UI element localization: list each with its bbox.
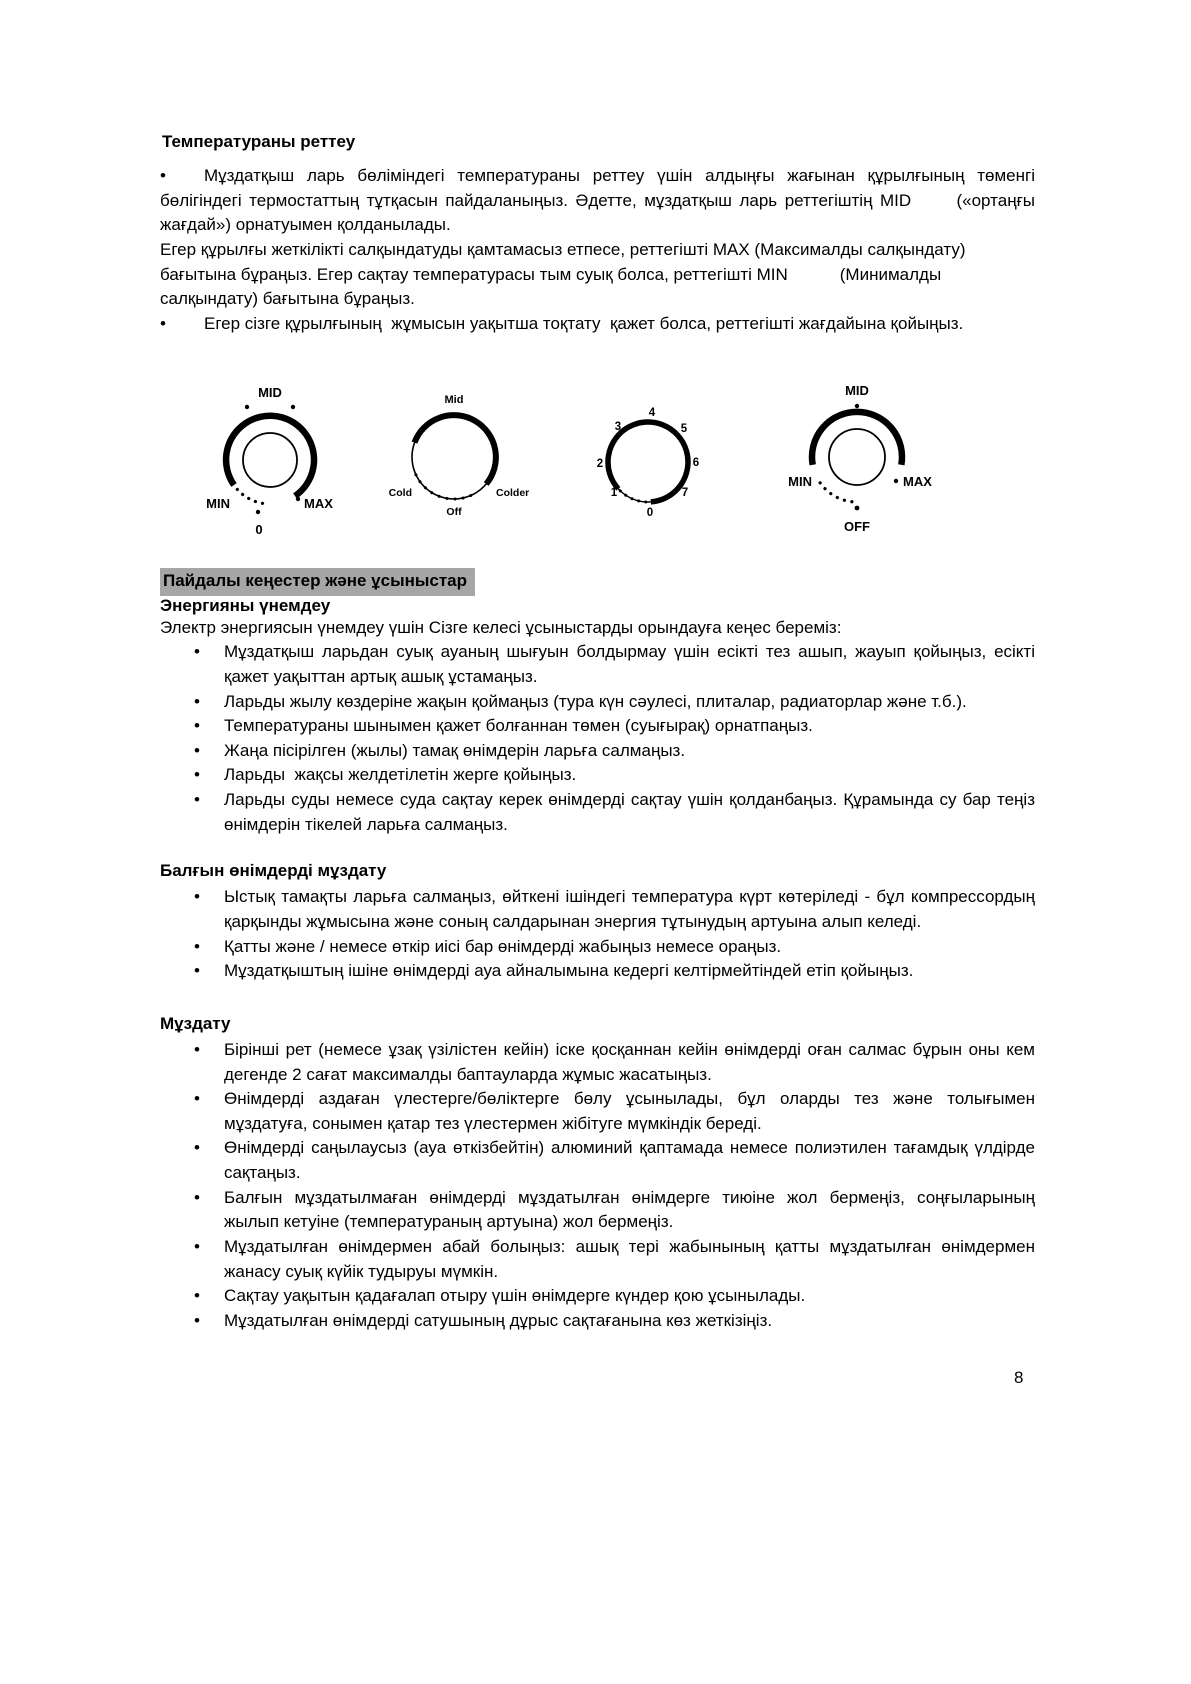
list-item — [194, 1235, 1035, 1284]
dial-number-1: 1 — [610, 487, 618, 500]
dial-dot — [894, 479, 898, 483]
freezing-tips-list — [160, 1038, 1035, 1334]
list-item — [194, 690, 1035, 715]
list-item — [194, 1284, 1035, 1309]
list-item-text: Ларьды жақсы желдетілетін жерге қойыңыз. — [224, 765, 577, 785]
list-item-text: Ларьды жылу көздеріне жақын қоймаңыз (тура күн сәулесі, плиталар, радиаторлар және т.б.). — [224, 691, 967, 711]
dial-label-mid: Mid — [444, 394, 464, 407]
dial-label-colder: Colder — [496, 487, 530, 500]
list-item-text: Мұздатқыш ларьдан суық ауаның шығуын болдырмау үшін есікті тез ашып, жауып қойыңыз, есікті қажет уақыттан артық ашық ұстамаңыз. — [224, 642, 1035, 686]
heading-temperature-control: Температураны реттеу — [162, 132, 356, 151]
dial-label-max: MAX — [903, 474, 932, 490]
dial-cold-colder-icon — [374, 382, 534, 542]
bullet-marker: • — [194, 1310, 200, 1330]
heading-useful-tips: Пайдалы кеңестер және ұсыныстар — [160, 568, 475, 595]
bullet-marker: • — [194, 887, 200, 907]
dial-label-mid: MID — [258, 385, 282, 401]
list-item-text: Өнімдерді саңылаусыз (ауа өткізбейтін) алюминий қаптамада немесе полиэтилен тағамдық үлдірде сақтаңыз. — [224, 1138, 1035, 1183]
dial-dot — [245, 405, 249, 409]
list-item-text: Балғын мұздатылмаған өнімдерді мұздатылған өнімдерге тиюіне жол бермеңіз, соңғыларының жылып кетуіне (температураның артуына) жол бермеңіз. — [224, 1187, 1035, 1232]
list-item-text: Сақтау уақытын қадағалап отыру үшін өнімдерге күндер қою ұсынылады. — [224, 1286, 806, 1306]
list-item-text: Жаңа пісірілген (жылы) тамақ өнімдерін ларьға салмаңыз. — [224, 740, 686, 760]
list-item-text: Температураны шынымен қажет болғаннан төмен (суығырақ) орнатпаңыз. — [224, 716, 813, 736]
list-item — [194, 788, 1035, 837]
bullet-marker: • — [194, 1187, 200, 1207]
bullet-marker: • — [194, 1138, 200, 1158]
list-item — [194, 1087, 1035, 1136]
paragraph-thermostat-text: Мұздатқыш ларь бөліміндегі температураны реттеу үшін алдыңғы жағынан құрылғының төменгі бөлігіндегі термостаттың тұтқасын пайдаланыңыз. Әдетте, мұздатқыш ларь реттегіштің MID («ортаңғы жағдай») орнатуымен қолданылады. — [160, 166, 1035, 235]
dial-number-2: 2 — [596, 458, 604, 471]
fresh-tips-list — [160, 885, 1035, 984]
bullet-marker: • — [194, 1089, 200, 1109]
dial-knob-circle — [829, 429, 885, 485]
bullet-marker: • — [194, 765, 200, 785]
list-item-text: Қатты және / немесе өткір иісі бар өнімдерді жабыңыз немесе ораңыз. — [224, 936, 782, 956]
dial-number-3: 3 — [614, 421, 622, 434]
dial-dotted-arc — [416, 475, 475, 499]
list-item-text: Мұздатқыштың ішіне өнімдерді ауа айналымына кедергі келтірмейтіндей етіп қойыңыз. — [224, 961, 914, 981]
dial-dotted-arc — [237, 490, 266, 504]
dial-arc — [415, 416, 496, 485]
bullet-marker: • — [194, 1039, 200, 1059]
dial-dot — [296, 497, 300, 501]
paragraph-max-min — [160, 238, 1035, 312]
bullet-marker: • — [194, 961, 200, 981]
list-item — [194, 1038, 1035, 1087]
dial-label-off: OFF — [844, 519, 870, 535]
list-item — [194, 1186, 1035, 1235]
list-item-text: Ларьды суды немесе суда сақтау керек өнімдерді сақтау үшін қолданбаңыз. Құрамында су бар теңіз өнімдерін тікелей ларьға салмаңыз. — [224, 790, 1035, 834]
dial-dot — [256, 510, 260, 514]
list-item-text: Өнімдерді аздаған үлестерге/бөліктерге бөлу ұсынылады, бұл оларды тез және толығымен мұздатуға, сонымен қатар тез үлестермен жібітуге мүмкіндік береді. — [224, 1089, 1035, 1133]
list-item-text: Ыстық тамақты ларьға салмаңыз, өйткені ішіндегі температура күрт көтеріледі - бұл компрессордың қарқынды жұмысына және соның салдарынан энергия тұтынудың артуына алып келеді. — [224, 887, 1035, 931]
dial-number-0: 0 — [646, 507, 654, 520]
list-item — [194, 640, 1035, 689]
dial-label-max: MAX — [304, 496, 333, 512]
bullet-marker: • — [160, 166, 166, 185]
dial-number-7: 7 — [681, 487, 689, 500]
paragraph-pause — [160, 312, 1035, 337]
dial-numbered-icon — [568, 382, 728, 542]
list-item — [194, 714, 1035, 739]
list-item-text: Мұздатылған өнімдермен абай болыңыз: ашық тері жабынының қатты мұздатылған өнімдермен жанасу суық күйік тудыруы мүмкін. — [224, 1237, 1035, 1281]
list-item — [194, 763, 1035, 788]
dial-dotted-arc — [820, 483, 855, 502]
dial-min-mid-max-icon — [190, 382, 350, 542]
energy-tips-list — [160, 640, 1035, 837]
dial-label-off: Off — [446, 506, 462, 519]
dial-knob-circle — [243, 433, 297, 487]
dial-number-4: 4 — [648, 407, 656, 420]
dial-label-zero: 0 — [255, 522, 263, 538]
bullet-marker: • — [194, 642, 200, 662]
list-item — [194, 885, 1035, 934]
dial-arc — [226, 416, 314, 496]
dial-dot — [855, 506, 860, 511]
dial-label-mid: MID — [845, 383, 869, 399]
paragraph-max-min-text: Егер құрылғы жеткілікті салқындатуды қамтамасыз етпесе, реттегішті MAX (Максималды салқындату) бағытына бұраңыз. Егер сақтау температурасы тым суық болса, реттегішті MIN (Минималды салқындату) бағытына бұраңыз. — [160, 239, 966, 309]
bullet-marker: • — [194, 936, 200, 956]
dial-dotted-arc — [620, 491, 646, 502]
list-item — [194, 935, 1035, 960]
list-item — [194, 739, 1035, 764]
heading-freezing: Мұздату — [160, 1013, 231, 1033]
bullet-marker: • — [160, 313, 166, 333]
bullet-marker: • — [194, 716, 200, 736]
page-number: 8 — [1014, 1368, 1024, 1387]
dial-arc — [812, 412, 902, 465]
dial-dot — [855, 404, 859, 408]
list-item-text: Бірінші рет (немесе ұзақ үзілістен кейін) іске қосқаннан кейін өнімдерді оған салмас бұрын оны кем дегенде 2 сағат максималды баптауларда жұмыс жасатыңыз. — [224, 1039, 1035, 1084]
bullet-marker: • — [194, 790, 200, 810]
paragraph-thermostat — [160, 164, 1035, 238]
heading-fresh-food-freezing: Балғын өнімдерді мұздату — [160, 861, 387, 881]
dial-label-min: MIN — [788, 474, 812, 490]
dial-number-6: 6 — [692, 457, 700, 470]
heading-energy-saving: Энергияны үнемдеу — [160, 595, 331, 615]
dial-dot — [291, 405, 295, 409]
bullet-marker: • — [194, 691, 200, 711]
bullet-marker: • — [194, 1237, 200, 1257]
bullet-marker: • — [194, 1286, 200, 1306]
list-item — [194, 1309, 1035, 1334]
dial-number-5: 5 — [680, 423, 688, 436]
dial-min-mid-max-off-icon — [772, 382, 942, 542]
tips-header-row — [160, 568, 1035, 595]
dial-label-min: MIN — [206, 496, 230, 512]
thermostat-dial-figures — [160, 382, 1035, 542]
bullet-marker: • — [194, 740, 200, 760]
list-item — [194, 1136, 1035, 1185]
list-item — [194, 959, 1035, 984]
paragraph-pause-text: Егер сізге құрылғының жұмысын уақытша тоқтату қажет болса, реттегішті жағдайына қойыңыз. — [204, 313, 964, 333]
dial-label-cold: Cold — [388, 487, 412, 500]
energy-intro: Электр энергиясын үнемдеу үшін Сізге келесі ұсыныстарды орындауға кеңес береміз: — [160, 617, 842, 637]
list-item-text: Мұздатылған өнімдерді сатушының дұрыс сақтағанына көз жеткізіңіз. — [224, 1310, 773, 1330]
